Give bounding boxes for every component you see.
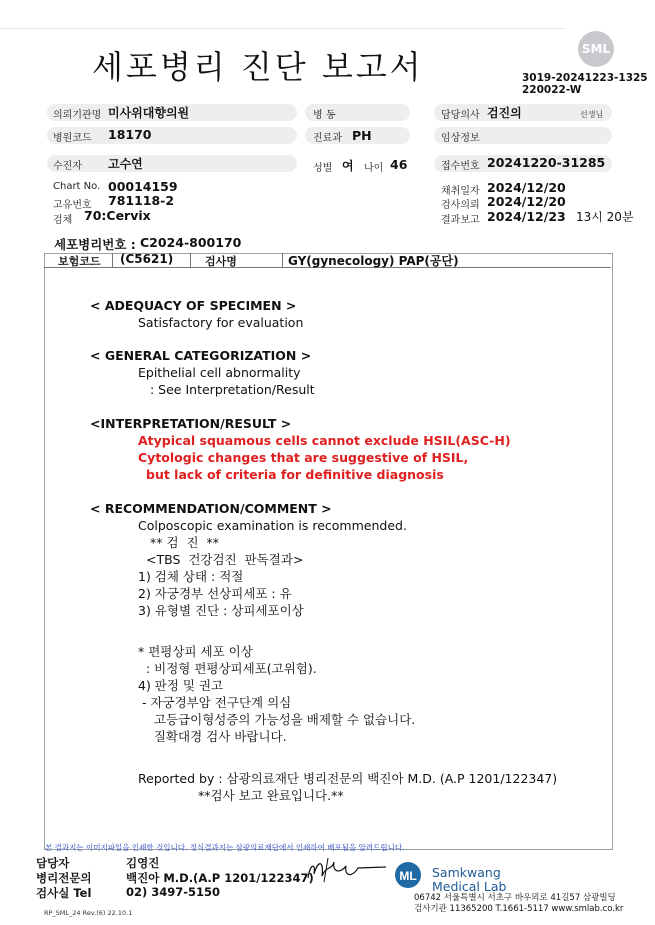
form-id: RP_SML_24 Rev.(6) 22.10.1 [44, 909, 133, 917]
chart-label: Chart No. [53, 181, 101, 192]
doctor-value: 검진의 [487, 106, 522, 120]
cyto-number-label: 세포병리번호 : [54, 237, 136, 252]
rec-line-12: 고등급이형성증의 가능성을 배제할 수 없습니다. [138, 712, 416, 727]
specimen-value: 70:Cervix [84, 208, 151, 223]
report-code [522, 72, 652, 96]
staff-value: 김영진 [126, 856, 160, 870]
adequacy-text: Satisfactory for evaluation [138, 315, 304, 330]
svg-text:ML: ML [399, 869, 417, 883]
rec-line-3: 1) 검체 상태 : 적절 [138, 569, 244, 584]
chart-value: 00014159 [108, 179, 178, 194]
samkwang-logo-icon [394, 860, 432, 890]
result-value: 2024/12/23 [487, 209, 566, 224]
lab-name-line2: Medical Lab [432, 879, 507, 894]
rec-line-8: * 편평상피 세포 이상 [138, 644, 253, 659]
report-box [44, 253, 613, 850]
institution-label: 의뢰기관명 [53, 110, 102, 121]
lab-address [414, 893, 623, 915]
completed-note: **검사 보고 완료입니다.** [198, 788, 344, 803]
doctor-unit: 선생님 [580, 110, 604, 119]
insurance-value: (C5621) [120, 252, 174, 266]
receipt-value: 20241220-31285 [487, 155, 606, 170]
dept-value: PH [352, 128, 372, 143]
code-divider-3 [282, 253, 283, 267]
dept-label: 진료과 [313, 133, 342, 144]
interp-line-3: but lack of criteria for definitive diagnosis [146, 467, 444, 482]
staff-label: 담당자 [36, 856, 70, 870]
rec-line-0: Colposcopic examination is recommended. [138, 518, 407, 533]
age-value: 46 [390, 157, 408, 172]
interp-line-2: Cytologic changes that are suggestive of HSIL, [138, 450, 469, 465]
clinical-label: 임상정보 [441, 133, 480, 144]
specimen-label: 검체 [53, 215, 73, 226]
ward-label: 병 동 [313, 110, 336, 121]
footer-note: 본 결과지는 이미지파일을 인쇄한 것입니다. 정식결과지는 삼광의료재단에서 인쇄하여 배포됨을 알려드립니다. [45, 843, 405, 852]
unique-label: 고유번호 [53, 200, 92, 211]
rec-line-10: 4) 판정 및 권고 [138, 678, 224, 693]
rec-heading: < RECOMMENDATION/COMMENT > [90, 501, 332, 516]
sml-logo: SML [578, 31, 614, 67]
lab-name-line1: Samkwang [432, 865, 501, 880]
lab-tel-label: 검사실 Tel [36, 886, 92, 900]
report-code-line1: 3019-20241223-1325 [522, 72, 648, 84]
general-text-1: Epithelial cell abnormality [138, 365, 301, 380]
lab-address-line1: 06742 서울특별시 서초구 바우뫼로 41길57 삼광빌딩 [414, 893, 616, 903]
test-value: GY(gynecology) PAP(공단) [288, 254, 459, 268]
pathologist-value: 백진아 M.D.(A.P 1201/122347) [126, 871, 314, 885]
result-time: 13시 20분 [576, 210, 634, 224]
request-label: 검사의뢰 [441, 200, 480, 211]
interp-line-1: Atypical squamous cells cannot exclude HSIL(ASC-H) [138, 433, 511, 448]
rec-line-4: 2) 자궁경부 선상피세포 : 유 [138, 586, 292, 601]
rec-line-1: ** 검 진 ** [146, 535, 219, 550]
patient-pill [47, 155, 297, 172]
sex-value: 여 [342, 159, 354, 173]
test-label: 검사명 [205, 255, 237, 268]
lab-name [432, 866, 552, 894]
interp-heading: <INTERPRETATION/RESULT > [90, 416, 292, 431]
patient-value: 고수연 [108, 157, 143, 171]
request-value: 2024/12/20 [487, 194, 566, 209]
unique-value: 781118-2 [108, 193, 175, 208]
receipt-label: 접수번호 [441, 161, 480, 172]
rec-line-5: 3) 유형별 진단 : 상피세포이상 [138, 603, 304, 618]
page-title: 세포병리 진단 보고서 [92, 48, 424, 86]
age-label: 나이 [364, 163, 384, 174]
collect-value: 2024/12/20 [487, 180, 566, 195]
lab-address-line2: 검사기관 11365200 T.1661-5117 www.smlab.co.kr [414, 904, 624, 914]
insurance-label: 보험코드 [58, 255, 101, 268]
result-label: 결과보고 [441, 215, 480, 226]
reported-by: Reported by : 삼광의료재단 병리전문의 백진아 M.D. (A.P 1201/122347) [138, 771, 558, 786]
general-heading: < GENERAL CATEGORIZATION > [90, 348, 312, 363]
pathologist-label: 병리전문의 [36, 871, 92, 885]
general-text-2: : See Interpretation/Result [150, 382, 315, 397]
institution-value: 미사위대향의원 [108, 106, 190, 120]
hospital-code-label: 병원코드 [53, 133, 92, 144]
signature [288, 852, 392, 886]
sex-label: 성별 [313, 163, 333, 174]
code-divider-2 [190, 253, 191, 267]
report-code-line2: 220022-W [522, 84, 582, 96]
rec-line-13: 질확대경 검사 바랍니다. [138, 729, 287, 744]
code-divider-1 [112, 253, 113, 267]
collect-label: 채취일자 [441, 186, 480, 197]
doctor-label: 담당의사 [441, 110, 480, 121]
rec-line-9: : 비정형 편평상피세포(고위험). [138, 661, 317, 676]
patient-label: 수진자 [53, 161, 82, 172]
adequacy-heading: < ADEQUACY OF SPECIMEN > [90, 298, 297, 313]
lab-tel-value: 02) 3497-5150 [126, 885, 221, 899]
rec-line-11: - 자궁경부암 전구단계 의심 [138, 695, 292, 710]
cyto-number-value: C2024-800170 [140, 235, 242, 250]
rec-line-2: <TBS 건강검진 판독결과> [146, 552, 304, 567]
hospital-code-value: 18170 [108, 127, 152, 142]
